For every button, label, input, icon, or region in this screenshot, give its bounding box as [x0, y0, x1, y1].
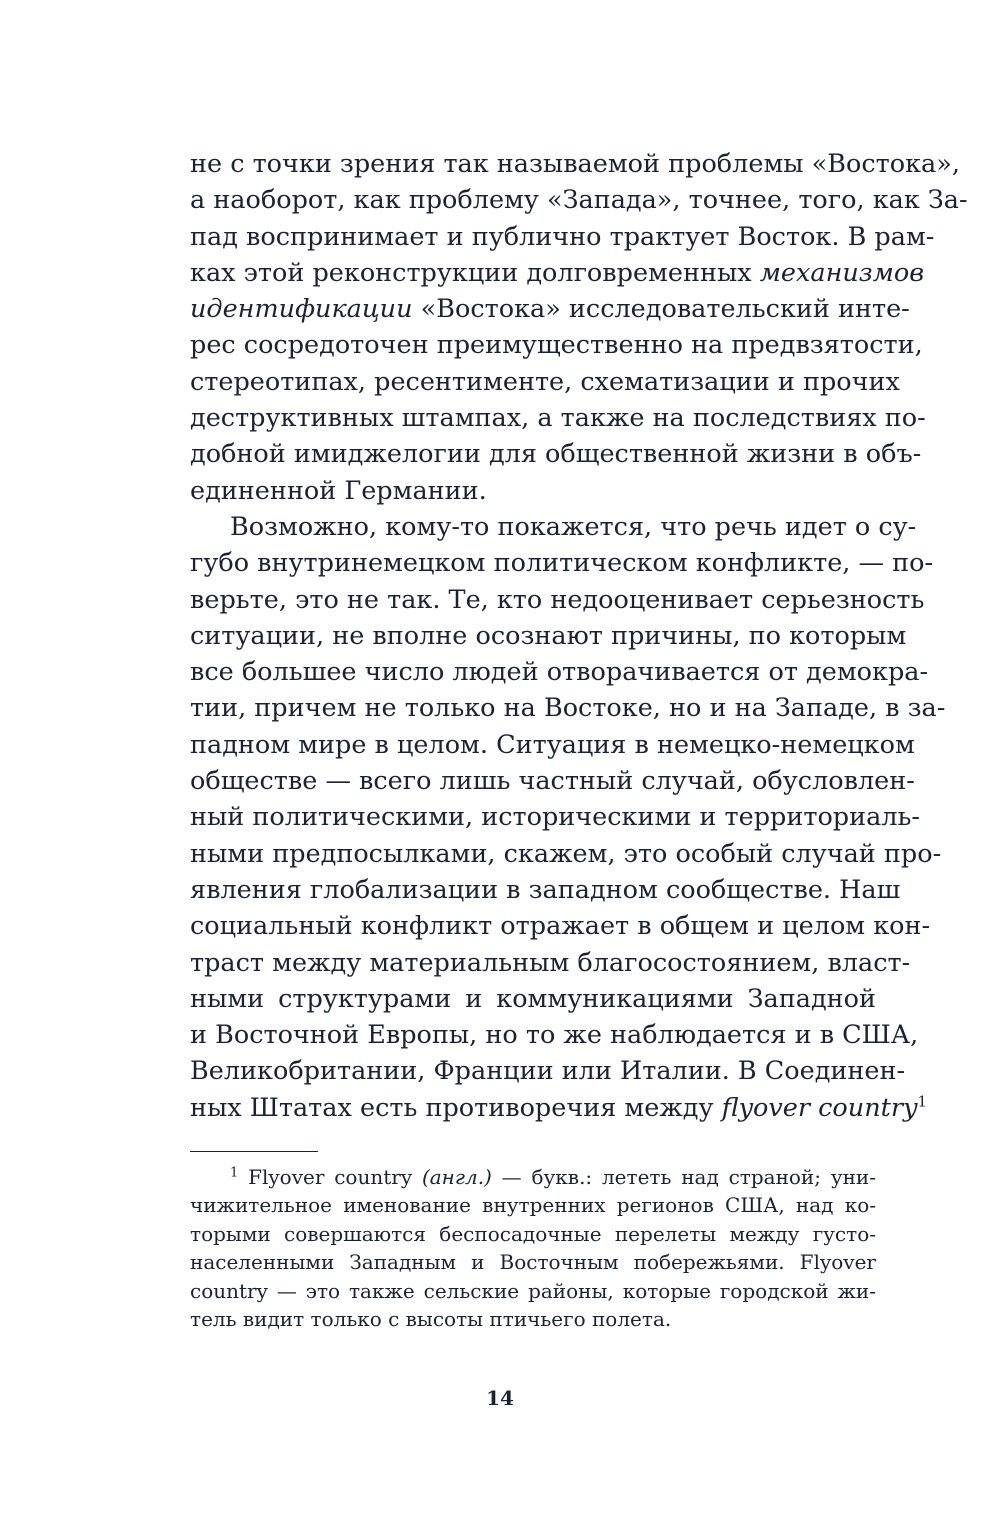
text-line: не с точки зрения так называемой проблемы «Востока»,: [190, 149, 960, 179]
text-run: «Востока» исследовательский инте-: [412, 294, 910, 325]
footnote-line: тель видит только с высоты птичьего полета.: [190, 1306, 672, 1331]
italic-term: идентификации: [190, 294, 413, 325]
text-line: а наоборот, как проблему «Запада», точнее, того, как За-: [190, 185, 968, 216]
text-line: Возможно, кому-то покажется, что речь идет о су-: [230, 511, 917, 542]
text-run: — букв.: лететь над страной; уни-: [491, 1165, 877, 1189]
text-line: [190, 255, 925, 291]
footnote: [190, 1163, 876, 1333]
footnote-marker: 1: [230, 1165, 239, 1181]
italic-term: (англ.): [421, 1165, 492, 1189]
text-line: ными предпосылками, скажем, это особый случай про-: [190, 838, 942, 869]
text-line: [190, 291, 910, 327]
text-line: ными структурами и коммуникациями Западной: [190, 983, 876, 1014]
text-line: стереотипах, ресентименте, схематизации и прочих: [190, 366, 900, 397]
text-line: [190, 1090, 928, 1126]
text-run: ных Штатах есть противоречия между: [190, 1092, 722, 1123]
footnote-divider: [190, 1151, 318, 1152]
text-run: Flyover country: [238, 1165, 422, 1189]
text-line: социальный конфликт отражает в общем и целом кон-: [190, 911, 931, 942]
text-line: деструктивных штампах, а также на последствиях по-: [190, 403, 926, 434]
text-line: пад воспринимает и публично трактует Восток. В рам-: [190, 221, 935, 252]
footnote-line: населенными Западным и Восточным побережьями. Flyover: [190, 1250, 876, 1275]
text-line: единенной Германии.: [190, 475, 487, 506]
text-line: тии, причем не только на Востоке, но и на Западе, в за-: [190, 693, 946, 724]
text-line: траст между материальным благосостоянием, власт-: [190, 947, 911, 978]
text-run: ках этой реконструкции долговременных: [190, 257, 760, 288]
text-line: ситуации, не вполне осознают причины, по которым: [190, 620, 907, 651]
text-line: падном мире в целом. Ситуация в немецко-немецком: [190, 729, 915, 760]
footnote-line: country — это также сельские районы, которые городской жи-: [190, 1278, 876, 1303]
text-line: губо внутринемецком политическом конфликте, — по-: [190, 548, 934, 579]
text-line: рес сосредоточен преимущественно на предвзятости,: [190, 330, 923, 361]
text-line: и Восточной Европы, но то же наблюдается и в США,: [190, 1020, 919, 1051]
footnote-line: торыми совершаются беспосадочные перелеты между густо-: [190, 1221, 876, 1246]
text-line: Великобритании, Франции или Италии. В Соединен-: [190, 1056, 906, 1087]
footnote-reference[interactable]: 1: [917, 1092, 928, 1111]
text-line: верьте, это не так. Те, кто недооценивает серьезность: [190, 584, 925, 615]
text-line: обществе — всего лишь частный случай, обусловлен-: [190, 766, 915, 797]
page-number: 14: [486, 1386, 514, 1410]
italic-term: механизмов: [759, 257, 925, 288]
italic-term: flyover country: [721, 1092, 918, 1123]
text-line: явления глобализации в западном сообществе. Наш: [190, 874, 901, 905]
footnote-line: чижительное именование внутренних регионов США, над ко-: [190, 1193, 876, 1218]
text-line: ный политическими, историческими и территориаль-: [190, 802, 921, 833]
text-line: добной имиджелогии для общественной жизни в объ-: [190, 439, 922, 470]
text-line: все большее число людей отворачивается от демокра-: [190, 657, 929, 688]
main-text: [190, 146, 968, 1126]
footnote-line: [190, 1163, 876, 1191]
